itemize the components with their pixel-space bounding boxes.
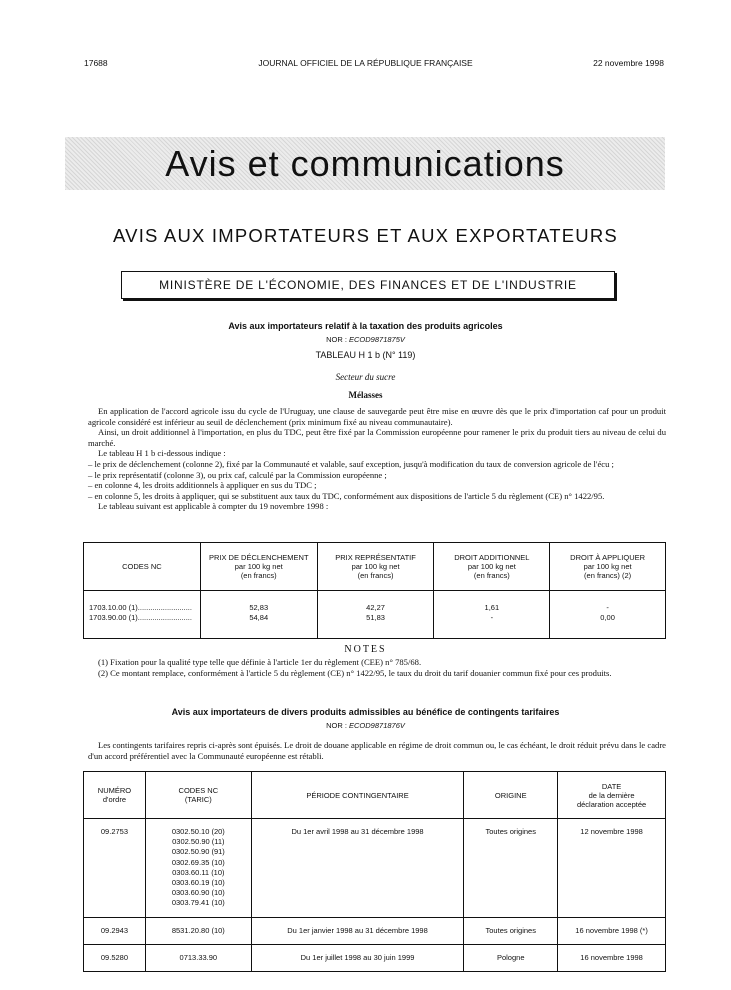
table-row — [84, 917, 666, 944]
paragraph: En application de l'accord agricole issu du cycle de l'Uruguay, une clause de sauvegarde peut être mise en œuvre dès que le prix d'importation caf pour un produit agricole considéré est inférieur au seuil de déclenchement (prix minimum fixé au niveau communautaire). — [88, 406, 666, 427]
banner-title: Avis et communications — [165, 142, 565, 184]
table-cell: 1703.10.00 (1).......................... 1703.90.00 (1).......................... — [84, 591, 201, 639]
nor-code: ECOD9871875V — [349, 335, 405, 344]
list-item: – en colonne 4, les droits additionnels à appliquer en sus du TDC ; — [88, 480, 317, 491]
paragraph: Le tableau H 1 b ci-dessous indique : — [98, 448, 226, 459]
column-header: PRIX DE DÉCLENCHEMENT par 100 kg net (en francs) — [200, 543, 317, 591]
price-table — [83, 542, 666, 639]
table-cell: Toutes origines — [464, 819, 558, 918]
notes-title: NOTES — [344, 644, 387, 655]
notes — [88, 657, 666, 678]
notice2-nor — [0, 721, 731, 730]
note: (2) Ce montant remplace, conformément à l'article 5 du règlement (CE) n° 1422/95, le taux du droit du tarif douanier commun fixé pour ces produits. — [98, 667, 612, 678]
ministry-name: MINISTÈRE DE L'ÉCONOMIE, DES FINANCES ET DE L'INDUSTRIE — [159, 278, 577, 292]
notice2-body — [88, 740, 666, 761]
column-header: PÉRIODE CONTINGENTAIRE — [251, 772, 464, 819]
table-title: TABLEAU H 1 b (N° 119) — [315, 350, 416, 360]
notice2-title: Avis aux importateurs de divers produits admissibles au bénéfice de contingents tarifaires — [171, 707, 560, 717]
table-cell: 0302.50.10 (20) 0302.50.90 (11) 0302.50.90 (91) 0302.69.35 (10) 0303.60.11 (10) 0303.60.19 (10) 0303.60.90 (10) 0303.79.41 (10) — [145, 819, 251, 918]
column-header: DROIT ADDITIONNEL par 100 kg net (en francs) — [434, 543, 550, 591]
column-header: ORIGINE — [464, 772, 558, 819]
journal-title: JOURNAL OFFICIEL DE LA RÉPUBLIQUE FRANÇAISE — [258, 58, 473, 68]
table-header-row — [84, 543, 666, 591]
table-header-row — [84, 772, 666, 819]
nor-code: ECOD9871876V — [349, 721, 405, 730]
ministry-box — [121, 271, 615, 299]
paragraph: Ainsi, un droit additionnel à l'importation, en plus du TDC, peut être fixé par la Commission européenne pour ramener le prix du produit tiers au niveau de celui du marché. — [88, 427, 666, 448]
section-banner — [65, 137, 665, 190]
table-cell: 16 novembre 1998 (*) — [558, 917, 666, 944]
note: (1) Fixation pour la qualité type telle que définie à l'article 1er du règlement (CEE) n° 785/68. — [98, 657, 422, 667]
table-row — [84, 819, 666, 918]
table-cell: Pologne — [464, 944, 558, 971]
table-cell: Du 1er janvier 1998 au 31 décembre 1998 — [251, 917, 464, 944]
list-item: – le prix représentatif (colonne 3), ou prix caf, calculé par la Commission européenne ; — [88, 469, 387, 480]
table-cell: - 0,00 — [550, 591, 666, 639]
column-header: PRIX REPRÉSENTATIF par 100 kg net (en francs) — [317, 543, 434, 591]
page-number: 17688 — [84, 58, 108, 68]
nor-label: NOR : — [326, 335, 350, 344]
column-header: CODES NC — [84, 543, 201, 591]
sector-label: Secteur du sucre — [335, 372, 396, 382]
table-cell: 1,61 - — [434, 591, 550, 639]
table-cell: 09.2753 — [84, 819, 146, 918]
table-row — [84, 944, 666, 971]
table-cell: Toutes origines — [464, 917, 558, 944]
nor-label: NOR : — [326, 721, 350, 730]
section-title: AVIS AUX IMPORTATEURS ET AUX EXPORTATEURS — [113, 225, 618, 246]
table-cell: 09.5280 — [84, 944, 146, 971]
table-cell: 52,83 54,84 — [200, 591, 317, 639]
table-cell: 42,27 51,83 — [317, 591, 434, 639]
paragraph: Le tableau suivant est applicable à compter du 19 novembre 1998 : — [98, 501, 329, 512]
product-label: Mélasses — [348, 390, 383, 400]
table-row — [84, 591, 666, 639]
notice1-body — [88, 406, 666, 512]
paragraph: Les contingents tarifaires repris ci-après sont épuisés. Le droit de douane applicable en régime de droit commun ou, le cas échéant, le droit réduit prévu dans le cadre d'un accord préférentiel avec la Communauté européenne est rétabli. — [88, 740, 666, 761]
table-cell: Du 1er avril 1998 au 31 décembre 1998 — [251, 819, 464, 918]
notice1-nor — [0, 335, 731, 344]
table-cell: Du 1er juillet 1998 au 30 juin 1999 — [251, 944, 464, 971]
quota-table — [83, 771, 666, 972]
column-header: DROIT À APPLIQUER par 100 kg net (en francs) (2) — [550, 543, 666, 591]
list-item: – le prix de déclenchement (colonne 2), fixé par la Communauté et valable, sauf exception, jusqu'à modification du taux de conversion agricole de l'écu ; — [88, 458, 614, 469]
table-cell: 8531.20.80 (10) — [145, 917, 251, 944]
list-item: – en colonne 5, les droits à appliquer, qui se substituent aux taux du TDC, conformément aux dispositions de l'article 5 du règlement (CE) n° 1422/95. — [88, 490, 605, 501]
column-header: CODES NC (TARIC) — [145, 772, 251, 819]
column-header: DATE de la dernière déclaration acceptée — [558, 772, 666, 819]
column-header: NUMÉRO d'ordre — [84, 772, 146, 819]
notice1-title: Avis aux importateurs relatif à la taxation des produits agricoles — [228, 321, 503, 331]
table-cell: 0713.33.90 — [145, 944, 251, 971]
table-cell: 12 novembre 1998 — [558, 819, 666, 918]
publication-date: 22 novembre 1998 — [593, 58, 664, 68]
table-cell: 09.2943 — [84, 917, 146, 944]
table-cell: 16 novembre 1998 — [558, 944, 666, 971]
